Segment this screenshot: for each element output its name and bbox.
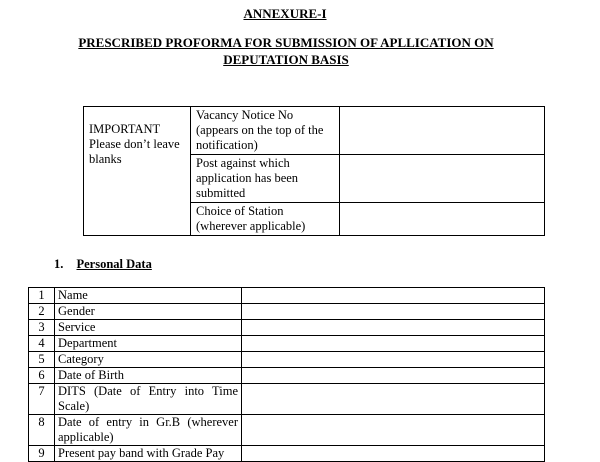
vacancy-notice-field[interactable] — [340, 107, 545, 155]
important-text: Please don’t leave — [89, 137, 180, 151]
row-number: 6 — [29, 368, 55, 384]
proforma-title — [60, 34, 512, 68]
table-row — [29, 446, 545, 462]
dits-field[interactable] — [242, 384, 545, 415]
field-label: Department — [55, 336, 242, 352]
table-row — [29, 352, 545, 368]
field-label: Date of Birth — [55, 368, 242, 384]
proforma-title-line2: DEPUTATION BASIS — [223, 52, 349, 67]
row-number: 7 — [29, 384, 55, 415]
table-row — [29, 384, 545, 415]
station-choice-label: Choice of Station (wherever applicable) — [191, 203, 340, 236]
grb-entry-date-field[interactable] — [242, 415, 545, 446]
department-field[interactable] — [242, 336, 545, 352]
gender-field[interactable] — [242, 304, 545, 320]
table-row — [29, 415, 545, 446]
date-of-birth-field[interactable] — [242, 368, 545, 384]
field-label: Date of entry in Gr.B (wherever applicable) — [55, 415, 242, 446]
row-number: 5 — [29, 352, 55, 368]
vacancy-notice-label: Vacancy Notice No (appears on the top of the notification) — [191, 107, 340, 155]
table-row — [29, 368, 545, 384]
station-choice-field[interactable] — [340, 203, 545, 236]
annexure-heading: ANNEXURE-I — [243, 6, 327, 21]
post-applied-label: Post against which application has been submitted — [191, 155, 340, 203]
field-label: Service — [55, 320, 242, 336]
row-number: 8 — [29, 415, 55, 446]
important-text: blanks — [89, 152, 122, 166]
section-heading — [54, 257, 152, 272]
row-number: 2 — [29, 304, 55, 320]
field-label: DITS (Date of Entry into Time Scale) — [55, 384, 242, 415]
pay-band-field[interactable] — [242, 446, 545, 462]
table-row — [29, 304, 545, 320]
important-table — [83, 106, 545, 236]
table-row — [29, 320, 545, 336]
name-field[interactable] — [242, 288, 545, 304]
row-number: 9 — [29, 446, 55, 462]
service-field[interactable] — [242, 320, 545, 336]
field-label: Category — [55, 352, 242, 368]
important-note — [84, 107, 191, 236]
field-label: Present pay band with Grade Pay — [55, 446, 242, 462]
section-title: Personal Data — [76, 257, 152, 271]
personal-data-table — [28, 287, 545, 462]
important-label: IMPORTANT — [89, 122, 161, 136]
table-row — [29, 288, 545, 304]
row-number: 3 — [29, 320, 55, 336]
proforma-title-line1: PRESCRIBED PROFORMA FOR SUBMISSION OF APLLICATION ON — [78, 35, 494, 50]
field-label: Name — [55, 288, 242, 304]
row-number: 1 — [29, 288, 55, 304]
post-applied-field[interactable] — [340, 155, 545, 203]
table-row — [84, 107, 545, 155]
row-number: 4 — [29, 336, 55, 352]
category-field[interactable] — [242, 352, 545, 368]
field-label: Gender — [55, 304, 242, 320]
table-row — [29, 336, 545, 352]
section-number: 1. — [54, 257, 64, 271]
